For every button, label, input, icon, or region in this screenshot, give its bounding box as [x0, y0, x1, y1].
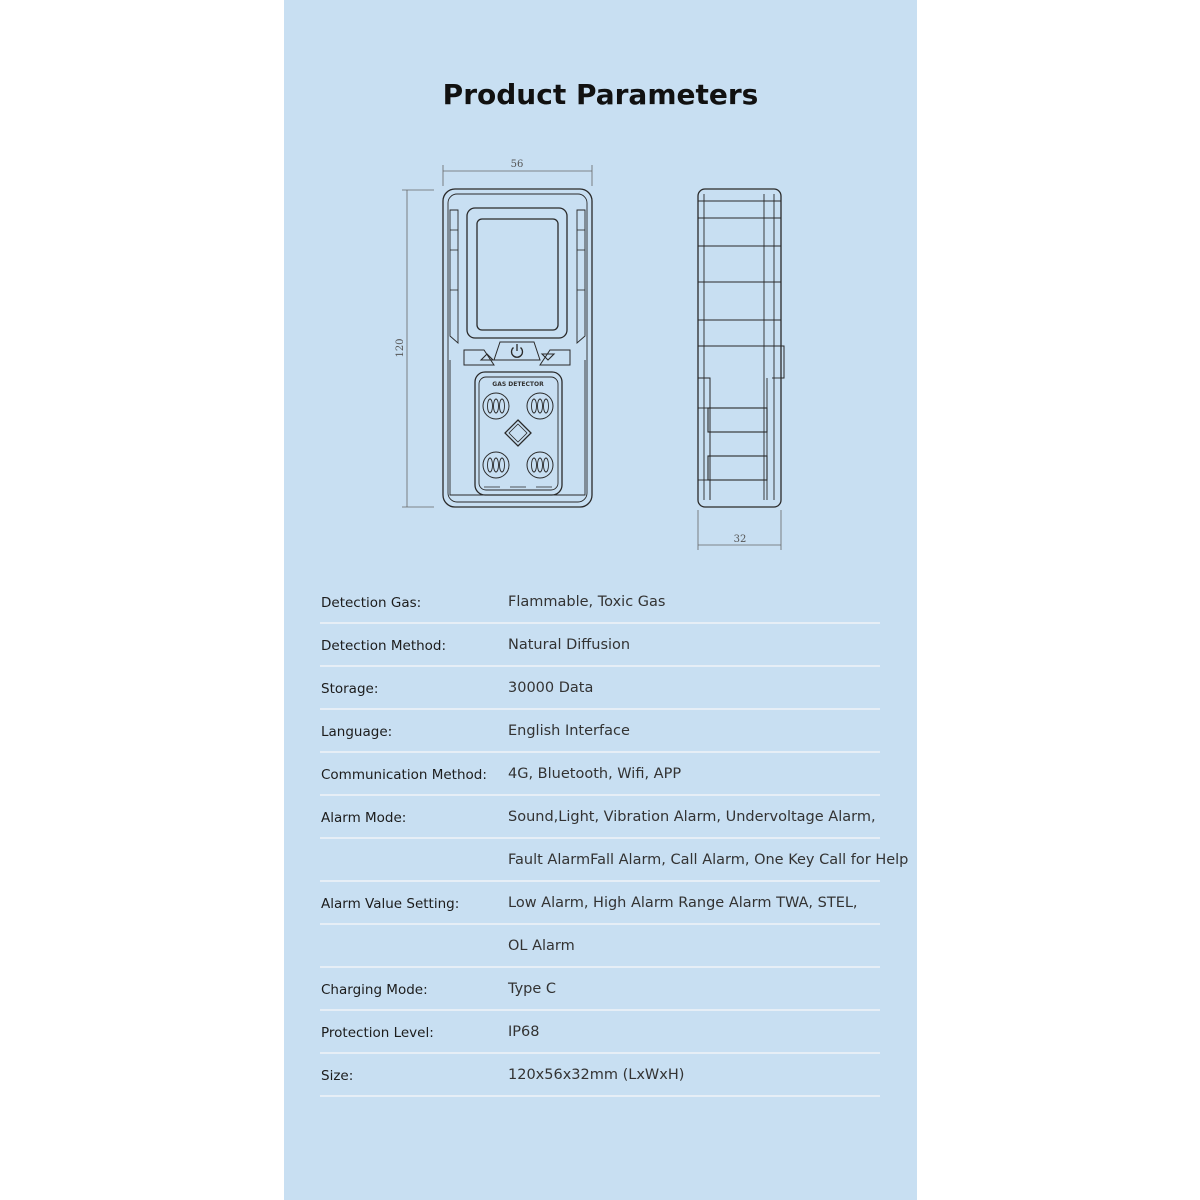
spec-row-detection-gas	[320, 581, 880, 624]
spec-row-charging-mode	[320, 968, 880, 1011]
spec-label: Size:	[321, 1068, 354, 1084]
device-label: GAS DETECTOR	[492, 381, 544, 388]
spec-row-alarm-value-setting-continued	[320, 925, 880, 968]
spec-value: English Interface	[508, 723, 630, 739]
spec-value: OL Alarm	[508, 938, 575, 954]
spec-label: Detection Gas:	[321, 595, 422, 611]
depth-dimension-label: 32	[733, 534, 747, 545]
spec-label: Alarm Mode:	[321, 810, 407, 826]
width-dimension-label: 56	[510, 159, 524, 170]
spec-row-communication-method	[320, 753, 880, 796]
spec-row-language	[320, 710, 880, 753]
spec-row-size	[320, 1054, 880, 1097]
spec-table	[320, 581, 909, 1097]
spec-label: Communication Method:	[321, 767, 487, 783]
spec-value: Low Alarm, High Alarm Range Alarm TWA, STEL,	[508, 895, 858, 911]
spec-row-detection-method	[320, 624, 880, 667]
side-view-drawing	[698, 189, 784, 550]
front-view-drawing	[402, 165, 592, 507]
height-dimension-label: 120	[395, 338, 406, 358]
spec-value: 4G, Bluetooth, Wifi, APP	[508, 766, 682, 782]
page-title: Product Parameters	[442, 78, 759, 111]
spec-value: IP68	[508, 1024, 540, 1040]
spec-value: 30000 Data	[508, 680, 594, 696]
spec-label: Alarm Value Setting:	[321, 896, 460, 912]
spec-value: Natural Diffusion	[508, 637, 631, 653]
spec-label: Charging Mode:	[321, 982, 428, 998]
spec-value: 120x56x32mm (LxWxH)	[508, 1067, 685, 1083]
spec-row-alarm-value-setting	[320, 882, 880, 925]
spec-row-protection-level	[320, 1011, 880, 1054]
device-technical-drawing	[284, 0, 917, 600]
spec-row-alarm-mode	[320, 796, 880, 839]
spec-value: Fault AlarmFall Alarm, Call Alarm, One Key Call for Help	[508, 852, 909, 868]
spec-label: Language:	[321, 724, 393, 740]
spec-label: Protection Level:	[321, 1025, 434, 1041]
spec-value: Flammable, Toxic Gas	[508, 594, 666, 610]
spec-value: Sound,Light, Vibration Alarm, Undervoltage Alarm,	[508, 809, 876, 825]
spec-value: Type C	[508, 981, 557, 997]
power-icon	[512, 344, 523, 357]
spec-row-alarm-mode-continued	[320, 839, 909, 882]
spec-label: Storage:	[321, 681, 379, 697]
spec-label: Detection Method:	[321, 638, 447, 654]
spec-row-storage	[320, 667, 880, 710]
